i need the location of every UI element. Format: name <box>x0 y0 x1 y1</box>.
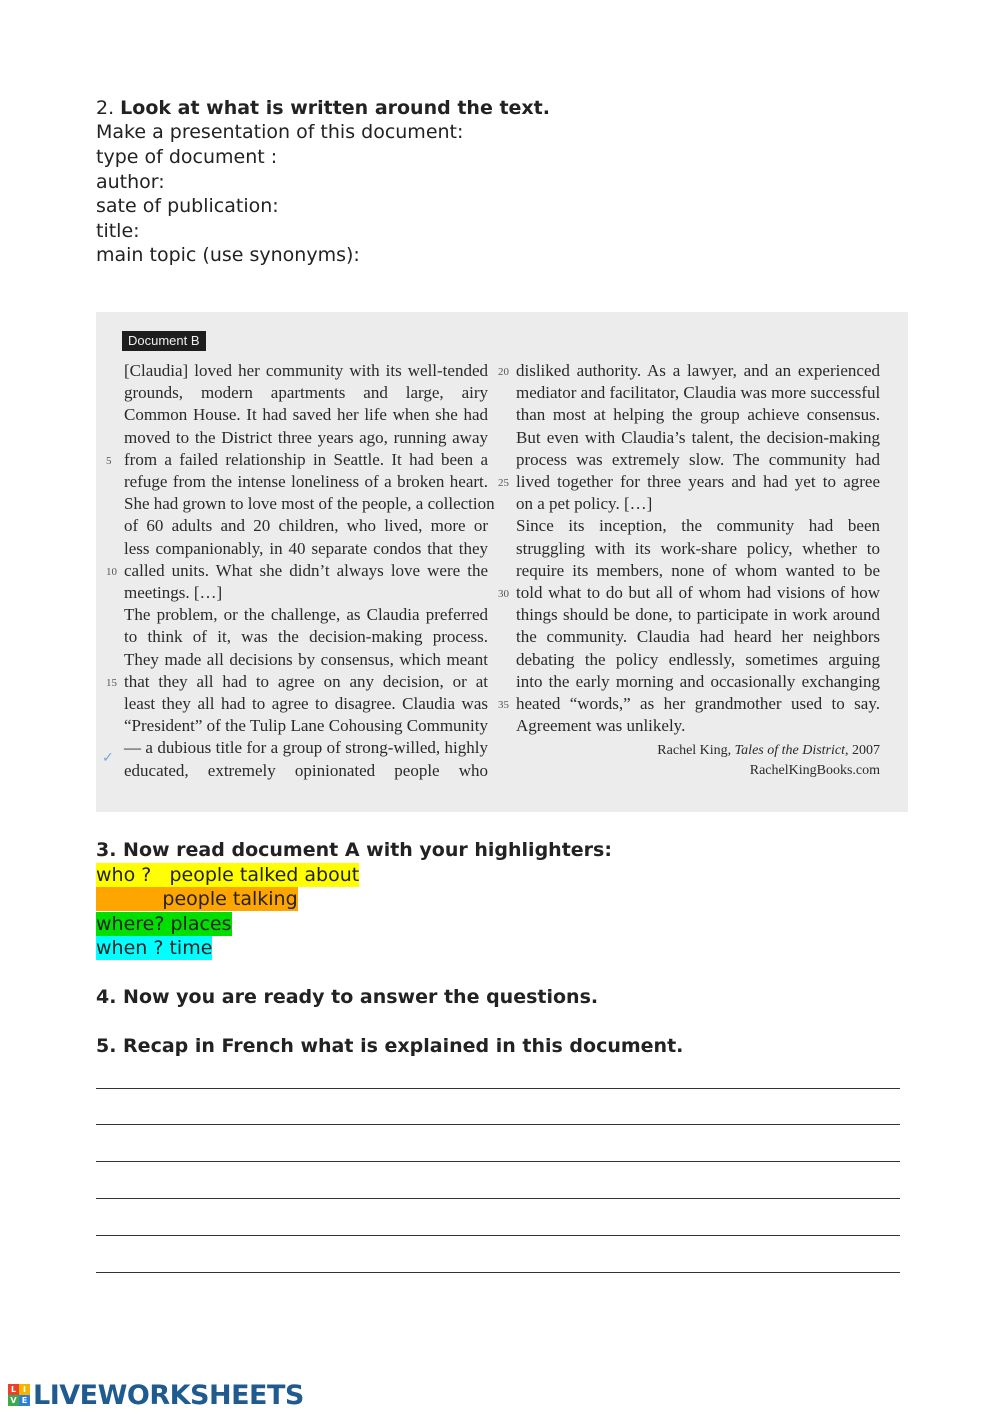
text-line: less companionably, in 40 separate condos that they <box>124 538 488 558</box>
text-line <box>498 360 880 382</box>
text-line-content: told what to do but all of whom had visions of how <box>516 583 880 603</box>
highlight-key-people-talking: people talking <box>96 888 298 910</box>
logo-letter: L <box>8 1384 19 1395</box>
source-author: Rachel King, <box>657 743 735 758</box>
answer-line[interactable] <box>96 1088 900 1089</box>
title-label: title: <box>96 220 140 242</box>
text-line <box>106 671 488 693</box>
section-4-heading: 4. Now you are ready to answer the questions. <box>96 986 599 1008</box>
text-line: — a dubious title for a group of strong-willed, highly <box>124 738 488 758</box>
text-line: Since its inception, the community had been <box>516 516 880 536</box>
text-line-content: called units. What she didn’t always love were the <box>124 560 488 580</box>
document-b-label: Document B <box>122 331 206 351</box>
liveworksheets-logo[interactable] <box>8 1378 304 1412</box>
highlight-key-who: who ? people talked about <box>96 864 360 886</box>
text-line: debating the policy endlessly, sometimes arguing <box>516 649 880 669</box>
text-line: than most at helping the group achieve consensus. <box>516 405 880 425</box>
source-book-title: Tales of the District <box>734 743 845 758</box>
text-line <box>106 449 488 471</box>
text-line: to think of it, was the decision-making process. <box>124 627 488 647</box>
main-topic-label: main topic (use synonyms): <box>96 244 360 266</box>
answer-line[interactable] <box>96 1272 900 1273</box>
excerpt-right-column <box>498 360 881 737</box>
logo-letter: I <box>19 1384 30 1395</box>
text-line-content: from a failed relationship in Seattle. It had been a <box>124 449 488 469</box>
presentation-instruction: Make a presentation of this document: <box>96 121 464 143</box>
answer-line[interactable] <box>96 1124 900 1125</box>
logo-letter: V <box>8 1395 19 1406</box>
document-b-excerpt <box>96 312 908 812</box>
text-line: She had grown to love most of the people, a collection <box>124 494 495 514</box>
text-line: least they all had to agree to disagree. Claudia was <box>124 694 488 714</box>
line-number: 25 <box>498 477 509 490</box>
author-label: author: <box>96 171 165 193</box>
text-line: of 60 adults and 20 children, who lived, more or <box>124 516 488 536</box>
text-line <box>106 560 488 582</box>
highlight-key-when: when ? time <box>96 937 213 959</box>
text-line-content: lived together for three years and had yet to agree <box>516 472 880 492</box>
type-of-document-label: type of document : <box>96 146 278 168</box>
answer-line[interactable] <box>96 1235 900 1236</box>
text-line: things should be done, to participate in work around <box>516 605 880 625</box>
text-line <box>498 582 880 604</box>
text-line: moved to the District three years ago, running away <box>124 427 488 447</box>
line-number: 10 <box>106 565 117 578</box>
text-line: on a pet policy. […] <box>516 494 653 514</box>
text-line <box>498 693 880 715</box>
section-5-heading: 5. Recap in French what is explained in this document. <box>96 1035 684 1057</box>
line-number: 20 <box>498 366 509 378</box>
line-number: 30 <box>498 588 509 601</box>
line-number: 15 <box>106 676 117 689</box>
text-line: mediator and facilitator, Claudia was more successful <box>516 383 881 403</box>
liveworksheets-logo-text: LIVEWORKSHEETS <box>33 1379 304 1411</box>
text-line: meetings. […] <box>124 583 223 603</box>
text-line: refuge from the intense loneliness of a broken heart. <box>124 472 488 492</box>
text-line <box>498 471 880 493</box>
answer-line[interactable] <box>96 1161 900 1162</box>
check-mark-icon: ✓ <box>102 751 114 766</box>
text-line: process was extremely slow. The community had <box>516 449 880 469</box>
text-line-content: that they all had to agree on any decision, or at <box>124 671 488 691</box>
text-line: Agreement was unlikely. <box>516 716 686 736</box>
logo-letter: E <box>19 1395 30 1406</box>
text-line: grounds, modern apartments and large, airy <box>124 383 488 403</box>
section-2-heading-line <box>96 96 550 120</box>
section-2-number: 2. <box>96 97 121 119</box>
source-citation <box>657 741 880 781</box>
text-line: But even with Claudia’s talent, the decision-making <box>516 427 880 447</box>
date-of-publication-label: sate of publication: <box>96 195 279 217</box>
text-line: struggling with its work-share policy, whether to <box>516 538 880 558</box>
text-line: the community. Claudia had heard her neighbors <box>516 627 880 647</box>
source-author-title <box>657 741 880 761</box>
section-3-heading: 3. Now read document A with your highlighters: <box>96 839 612 861</box>
text-line: educated, extremely opinionated people who <box>124 760 488 780</box>
text-line: [Claudia] loved her community with its well-tended <box>124 361 488 380</box>
source-website: RachelKingBooks.com <box>749 763 880 778</box>
highlight-key-where: where? places <box>96 913 232 935</box>
text-line-content: disliked authority. As a lawyer, and an experienced <box>516 361 880 380</box>
line-number: 5 <box>106 454 112 467</box>
text-line: Common House. It had saved her life when she had <box>124 405 488 425</box>
text-line-content: heated “words,” as her grandmother used to say. <box>516 694 880 714</box>
section-2-heading: Look at what is written around the text. <box>120 97 550 119</box>
text-line: “President” of the Tulip Lane Cohousing Community <box>124 716 488 736</box>
source-year: , 2007 <box>845 743 880 758</box>
text-line: require its members, none of whom wanted to be <box>516 560 880 580</box>
text-line: The problem, or the challenge, as Claudia preferred <box>124 605 488 625</box>
text-line: They made all decisions by consensus, which meant <box>124 649 488 669</box>
line-number: 35 <box>498 699 509 712</box>
liveworksheets-logo-icon <box>8 1384 30 1406</box>
text-line: into the early morning and occasionally exchanging <box>516 671 880 691</box>
answer-line[interactable] <box>96 1198 900 1199</box>
excerpt-left-column <box>106 360 495 782</box>
